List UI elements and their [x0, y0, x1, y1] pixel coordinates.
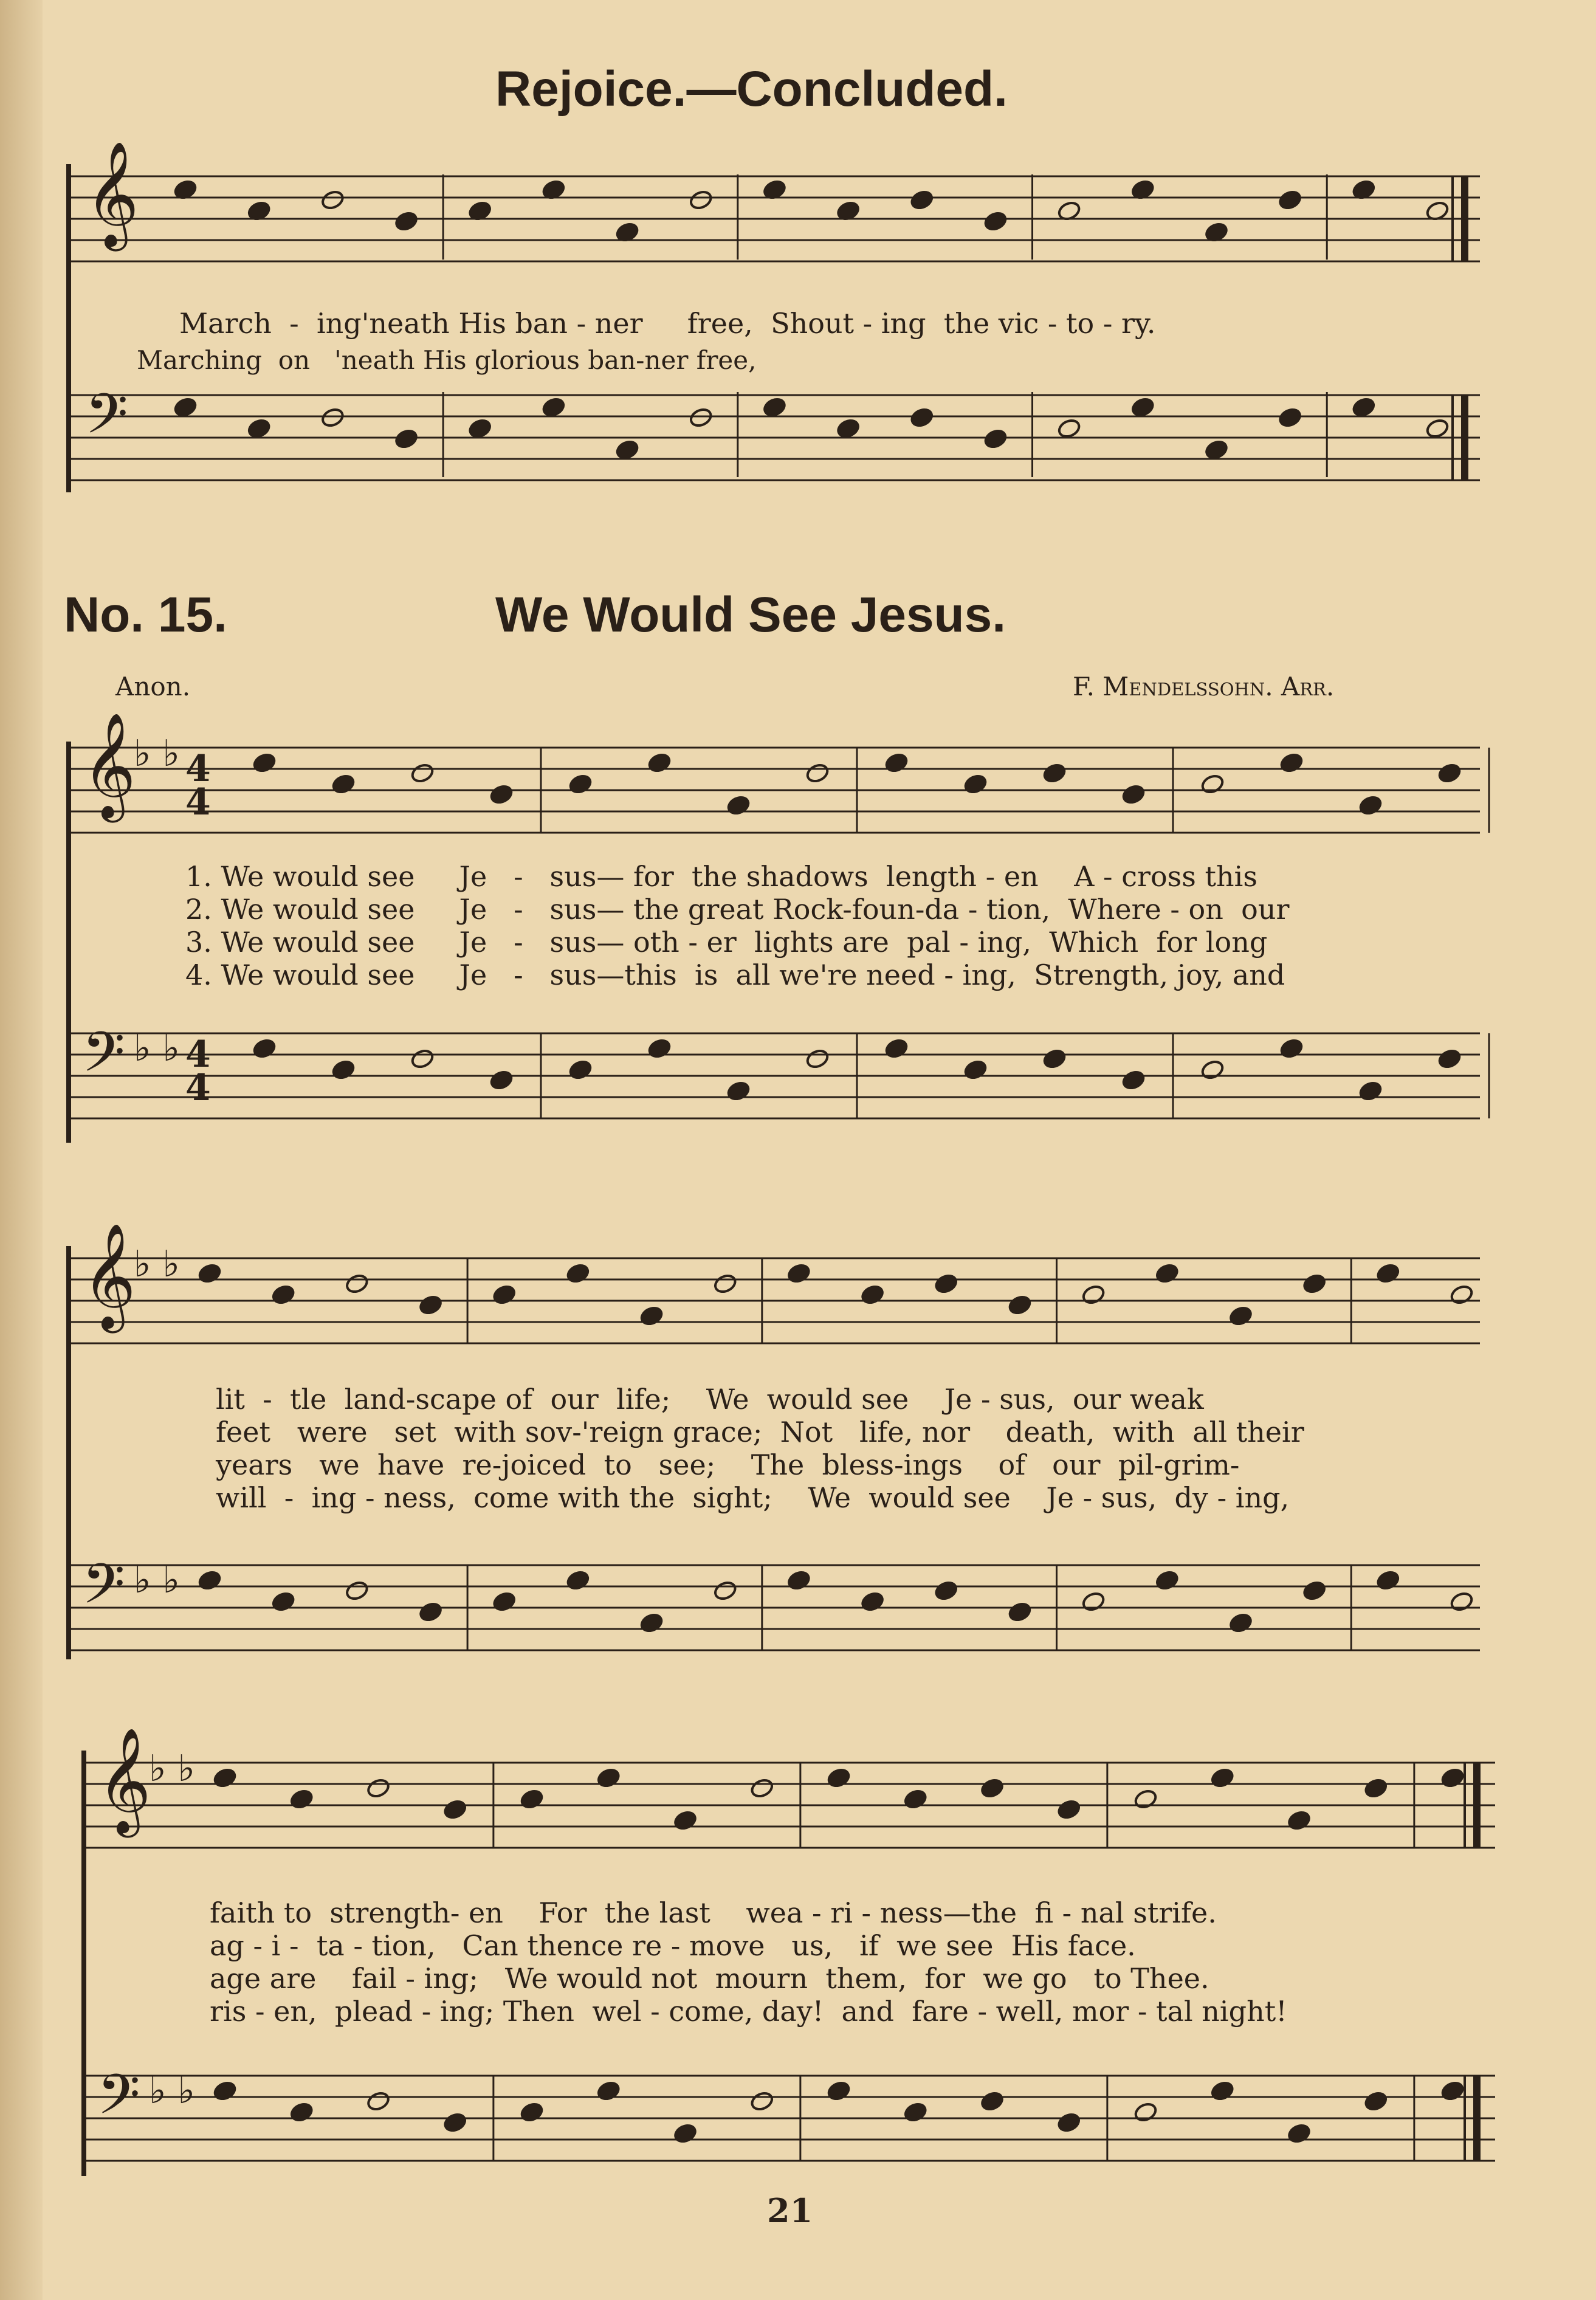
- page-number: 21: [767, 2191, 813, 2230]
- notehead: [713, 1273, 738, 1295]
- svg-text:4: 4: [185, 748, 211, 790]
- notehead: [786, 1262, 811, 1284]
- notehead: [442, 2112, 467, 2133]
- notehead: [271, 1591, 296, 1613]
- notehead: [520, 2101, 545, 2123]
- notehead: [568, 1059, 593, 1081]
- notehead: [1042, 762, 1067, 784]
- hymn-number: No. 15.: [64, 587, 227, 642]
- svg-text:𝄢: 𝄢: [97, 2062, 140, 2140]
- notehead: [410, 1048, 435, 1070]
- svg-text:4: 4: [185, 781, 211, 824]
- previous-hymn-alt-lyric-line: Marching on 'neath His glorious ban-ner free,: [137, 345, 757, 375]
- notehead: [1287, 1809, 1312, 1831]
- notehead: [762, 396, 787, 418]
- notehead: [1200, 773, 1225, 795]
- notehead: [827, 1767, 851, 1789]
- notehead: [639, 1612, 664, 1634]
- notehead: [805, 762, 830, 784]
- notehead: [1210, 2080, 1235, 2102]
- notehead: [489, 783, 514, 805]
- svg-text:4: 4: [185, 1033, 211, 1076]
- notehead: [1358, 1080, 1383, 1102]
- notehead: [1375, 1262, 1400, 1284]
- verse-4-line-2: will - ing - ness, come with the sight; We would see Je - sus, dy - ing,: [216, 1481, 1290, 1514]
- notehead: [983, 210, 1008, 232]
- notehead: [1081, 1591, 1106, 1613]
- notehead: [331, 1059, 356, 1081]
- words-credit: Anon.: [115, 672, 191, 701]
- notehead: [1278, 407, 1302, 429]
- notehead: [639, 1305, 664, 1327]
- notehead: [673, 2123, 698, 2144]
- notehead: [673, 1809, 698, 1831]
- svg-text:𝄞: 𝄞: [97, 1727, 151, 1833]
- notehead: [749, 1777, 774, 1799]
- svg-text:𝄞: 𝄞: [82, 1223, 136, 1329]
- notehead: [1121, 783, 1146, 805]
- notehead: [442, 1799, 467, 1820]
- notehead: [884, 752, 909, 774]
- notehead: [903, 1788, 928, 1810]
- notehead: [713, 1580, 738, 1602]
- notehead: [198, 1569, 222, 1591]
- notehead: [394, 210, 419, 232]
- notehead: [289, 1788, 314, 1810]
- notehead: [596, 1767, 621, 1789]
- svg-text:𝄢: 𝄢: [82, 1020, 125, 1098]
- notehead: [1279, 1038, 1304, 1059]
- notehead: [1081, 1284, 1106, 1306]
- notehead: [726, 794, 751, 816]
- notehead: [198, 1262, 222, 1284]
- notehead: [289, 2101, 314, 2123]
- notehead: [749, 2090, 774, 2112]
- notehead: [1450, 1591, 1474, 1613]
- notehead: [1363, 1777, 1388, 1799]
- svg-text:♭ ♭: ♭ ♭: [134, 1243, 180, 1286]
- notehead: [980, 1777, 1005, 1799]
- verse-1-line-1: 1. We would see Je - sus— for the shadows length - en A - cross this: [185, 860, 1257, 893]
- svg-text:𝄢: 𝄢: [82, 1552, 125, 1630]
- notehead: [252, 1038, 277, 1059]
- notehead: [492, 1284, 517, 1306]
- notehead: [689, 189, 714, 211]
- previous-hymn-lyric-line: March - ing'neath His ban - ner free, Shout - ing the vic - to - ry.: [179, 307, 1156, 340]
- system-3-verses: [210, 1896, 1287, 2028]
- notehead: [647, 752, 672, 774]
- notehead: [726, 1080, 751, 1102]
- svg-text:♭ ♭: ♭ ♭: [134, 1559, 180, 1602]
- notehead: [903, 2101, 928, 2123]
- notehead: [1351, 396, 1376, 418]
- notehead: [1210, 1767, 1235, 1789]
- notehead: [1375, 1569, 1400, 1591]
- notehead: [1440, 1767, 1465, 1789]
- notehead: [467, 418, 492, 439]
- notehead: [1228, 1612, 1253, 1634]
- notehead: [1121, 1069, 1146, 1091]
- notehead: [366, 1777, 391, 1799]
- notehead: [647, 1038, 672, 1059]
- notehead: [615, 439, 640, 461]
- notehead: [1056, 2112, 1081, 2133]
- page-binding-edge: [0, 0, 43, 2300]
- notehead: [1425, 418, 1450, 439]
- notehead: [1155, 1569, 1180, 1591]
- notehead: [394, 428, 419, 450]
- notehead: [366, 2090, 391, 2112]
- notehead: [909, 407, 934, 429]
- notehead: [271, 1284, 296, 1306]
- notehead: [827, 2080, 851, 2102]
- notehead: [541, 396, 566, 418]
- notehead: [805, 1048, 830, 1070]
- notehead: [520, 1788, 545, 1810]
- notehead: [213, 2080, 238, 2102]
- music-credit: F. Mendelssohn. Arr.: [1073, 672, 1335, 701]
- notehead: [320, 189, 345, 211]
- notehead: [934, 1580, 958, 1602]
- notehead: [568, 773, 593, 795]
- notehead: [565, 1569, 590, 1591]
- verse-2-line-1: 2. We would see Je - sus— the great Rock-foun-da - tion, Where - on our: [185, 893, 1290, 926]
- notehead: [1437, 1048, 1462, 1070]
- notehead: [1302, 1580, 1327, 1602]
- verse-4-line-1: 4. We would see Je - sus—this is all we're need - ing, Strength, joy, and: [185, 959, 1285, 991]
- verse-2-line-2: feet were set with sov-'reign grace; Not life, nor death, with all their: [216, 1416, 1304, 1448]
- notehead: [983, 428, 1008, 450]
- verse-3-line-3: age are fail - ing; We would not mourn them, for we go to Thee.: [210, 1962, 1209, 1995]
- notehead: [860, 1591, 885, 1613]
- notehead: [320, 407, 345, 429]
- notehead: [963, 1059, 988, 1081]
- svg-text:𝄞: 𝄞: [82, 712, 136, 818]
- notehead: [489, 1069, 514, 1091]
- notehead: [173, 396, 198, 418]
- svg-text:♭ ♭: ♭ ♭: [149, 1747, 195, 1790]
- notehead: [1057, 418, 1082, 439]
- verse-2-line-3: ag - i - ta - tion, Can thence re - move us, if we see His face.: [210, 1929, 1136, 1962]
- notehead: [418, 1294, 443, 1316]
- svg-text:𝄞: 𝄞: [85, 141, 139, 247]
- notehead: [909, 189, 934, 211]
- verse-4-line-3: ris - en, plead - ing; Then wel - come, day! and fare - well, mor - tal night!: [210, 1995, 1287, 2028]
- svg-text:♭ ♭: ♭ ♭: [134, 732, 180, 775]
- notehead: [213, 1767, 238, 1789]
- svg-text:4: 4: [185, 1067, 211, 1109]
- notehead: [1278, 189, 1302, 211]
- notehead: [884, 1038, 909, 1059]
- notehead: [689, 407, 714, 429]
- verse-1-line-2: lit - tle land-scape of our life; We would see Je - sus, our weak: [216, 1383, 1204, 1416]
- svg-text:𝄢: 𝄢: [85, 382, 128, 460]
- notehead: [1440, 2080, 1465, 2102]
- notehead: [345, 1580, 370, 1602]
- notehead: [1007, 1294, 1032, 1316]
- svg-text:♭ ♭: ♭ ♭: [149, 2070, 195, 2112]
- notehead: [963, 773, 988, 795]
- notehead: [1155, 1262, 1180, 1284]
- notehead: [786, 1569, 811, 1591]
- notehead: [860, 1284, 885, 1306]
- verse-1-line-3: faith to strength- en For the last wea - ri - ness—the fi - nal strife.: [210, 1896, 1217, 1929]
- notehead: [1204, 439, 1229, 461]
- notehead: [1358, 794, 1383, 816]
- notehead: [596, 2080, 621, 2102]
- notehead: [331, 773, 356, 795]
- notehead: [836, 418, 861, 439]
- notehead: [247, 418, 272, 439]
- notehead: [1279, 752, 1304, 774]
- notehead: [1200, 1059, 1225, 1081]
- notehead: [1302, 1273, 1327, 1295]
- notehead: [1007, 1601, 1032, 1623]
- notehead: [1228, 1305, 1253, 1327]
- notehead: [1133, 2101, 1158, 2123]
- notehead: [1437, 762, 1462, 784]
- notehead: [1363, 2090, 1388, 2112]
- notehead: [1042, 1048, 1067, 1070]
- previous-hymn-title: Rejoice.—Concluded.: [495, 61, 1008, 117]
- notehead: [1130, 396, 1155, 418]
- verse-3-line-2: years we have re-joiced to see; The bless-ings of our pil-grim-: [216, 1448, 1240, 1481]
- notehead: [1450, 1284, 1474, 1306]
- system-1-verses: [185, 860, 1289, 991]
- notehead: [418, 1601, 443, 1623]
- notehead: [980, 2090, 1005, 2112]
- notehead: [1287, 2123, 1312, 2144]
- notehead: [410, 762, 435, 784]
- svg-text:♭ ♭: ♭ ♭: [134, 1027, 180, 1070]
- notehead: [252, 752, 277, 774]
- notehead: [565, 1262, 590, 1284]
- notehead: [492, 1591, 517, 1613]
- notehead: [1056, 1799, 1081, 1820]
- notehead: [345, 1273, 370, 1295]
- system-2-verses: [216, 1383, 1304, 1514]
- verse-3-line-1: 3. We would see Je - sus— oth - er lights are pal - ing, Which for long: [185, 926, 1268, 959]
- notehead: [934, 1273, 958, 1295]
- notehead: [1133, 1788, 1158, 1810]
- hymn-title: We Would See Jesus.: [495, 587, 1006, 642]
